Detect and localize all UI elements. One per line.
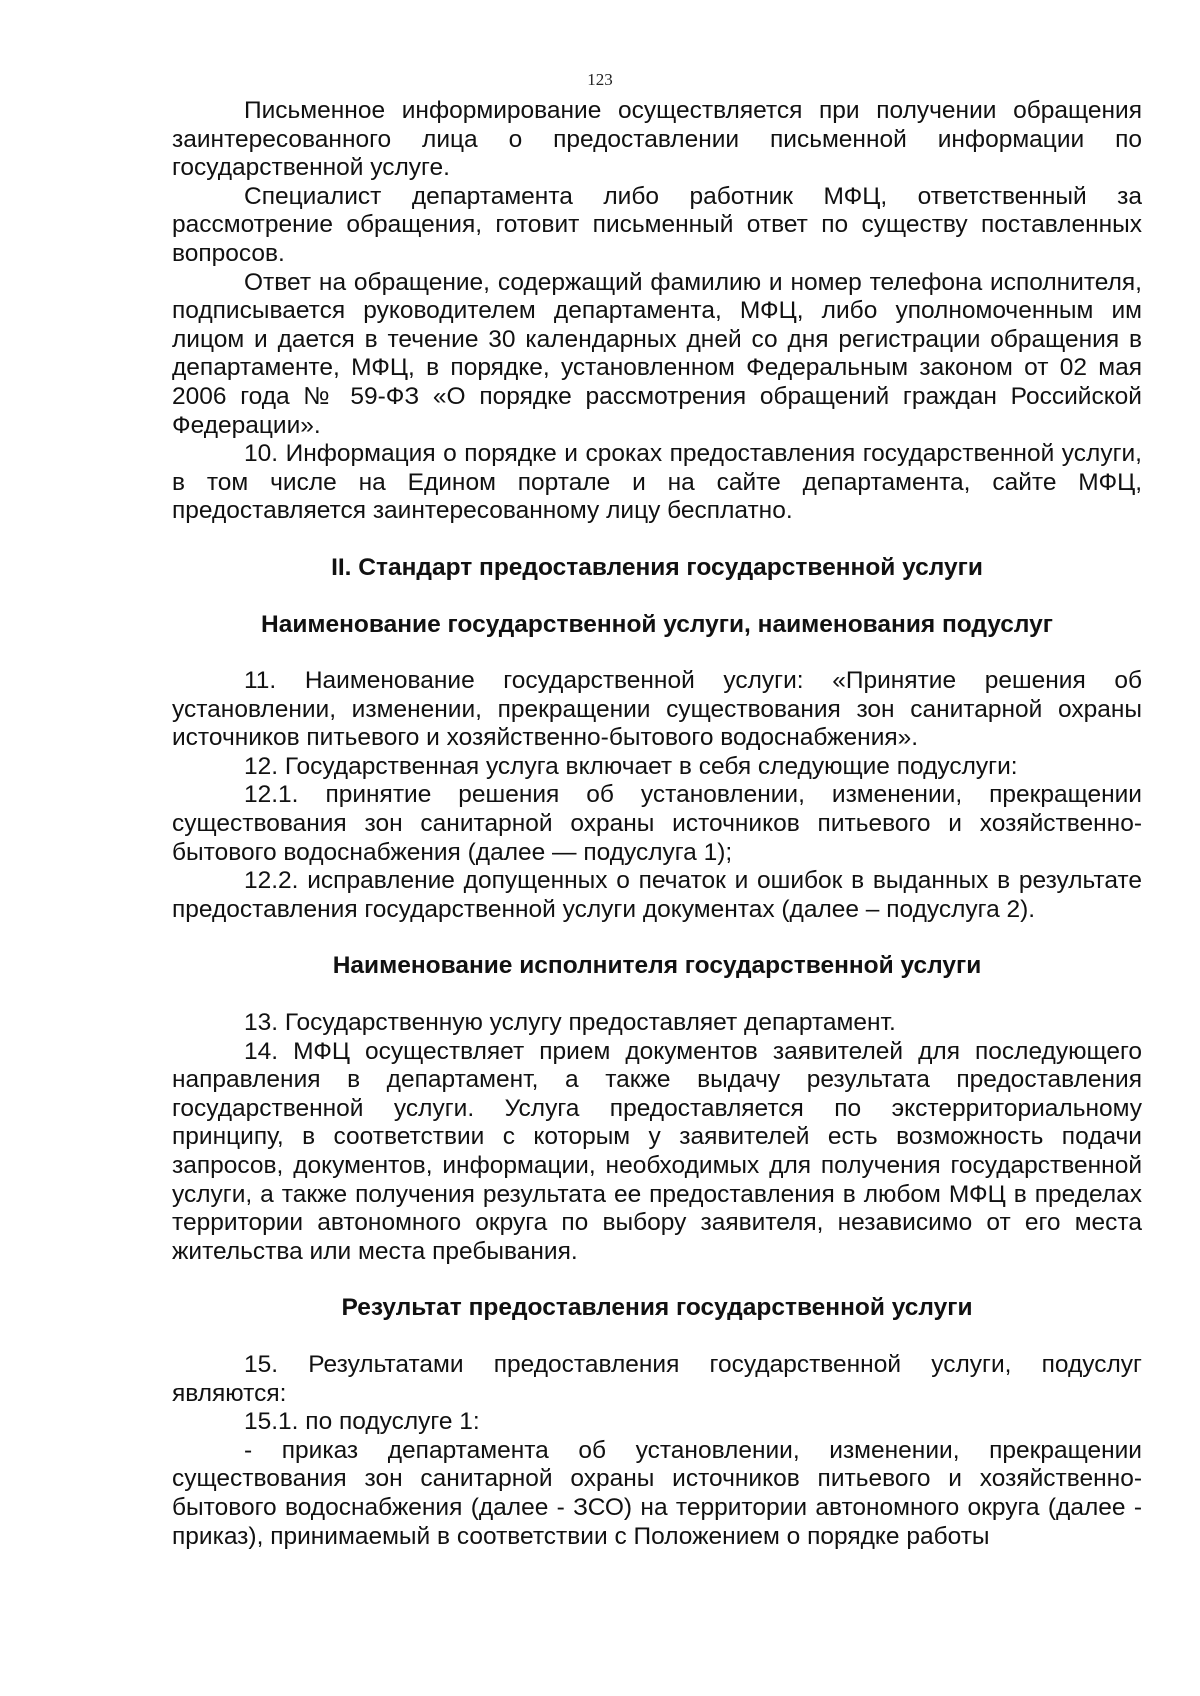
paragraph-order-item: - приказ департамента об установлении, изменении, прекращении существования зон санитарной охраны источников питьевого и хозяйственно-бытового водоснабжения (далее - ЗСО) на территории автономного округа (далее - приказ), принимаемый в соответствии с Положением о порядке работы (172, 1436, 1142, 1550)
paragraph-item-11: 11. Наименование государственной услуги: «Принятие решения об установлении, изменении, прекращении существования зон санитарной охраны источников питьевого и хозяйственно-бытового водоснабжения». (172, 667, 1142, 752)
paragraph-specialist-answer: Специалист департамента либо работник МФЦ, ответственный за рассмотрение обращения, готовит письменный ответ по существу поставленных вопросов. (172, 182, 1142, 267)
document-body (172, 97, 1142, 1551)
subheading-service-name: Наименование государственной услуги, наименования подуслуг (261, 610, 1053, 638)
paragraph-item-15-1: 15.1. по подуслуге 1: (244, 1408, 480, 1436)
paragraph-item-12-1: 12.1. принятие решения об установлении, изменении, прекращении существования зон санитарной охраны источников питьевого и хозяйственно-бытового водоснабжения (далее — подуслуга 1); (172, 781, 1142, 866)
subheading-result: Результат предоставления государственной услуги (341, 1294, 973, 1322)
paragraph-item-14: 14. МФЦ осуществляет прием документов заявителей для последующего направления в департамент, а также выдачу результата предоставления государственной услуги. Услуга предоставляется по экстерриториальному принципу, в соответствии с которым у заявителей есть возможность подачи запросов, документов, информации, необходимых для получения государственной услуги, а также получения результата ее предоставления в любом МФЦ в пределах территории автономного округа по выбору заявителя, независимо от его места жительства или места пребывания. (172, 1037, 1142, 1265)
page-number: 123 (587, 70, 613, 89)
paragraph-written-informing: Письменное информирование осуществляется при получении обращения заинтересованного лица о предоставлении письменной информации по государственной услуге. (172, 97, 1142, 182)
subheading-executor: Наименование исполнителя государственной услуги (332, 952, 982, 980)
paragraph-item-13: 13. Государственную услугу предоставляет департамент. (244, 1009, 896, 1037)
paragraph-item-12: 12. Государственная услуга включает в себя следующие подуслуги: (244, 752, 1018, 780)
paragraph-item-12-2: 12.2. исправление допущенных о печаток и ошибок в выданных в результате предоставления государственной услуги документах (далее – подуслуга 2). (172, 867, 1142, 923)
paragraph-answer-signing: Ответ на обращение, содержащий фамилию и номер телефона исполнителя, подписывается руководителем департамента, МФЦ, либо уполномоченным им лицом и дается в течение 30 календарных дней со дня регистрации обращения в департаменте, МФЦ, в порядке, установленном Федеральным законом от 02 мая 2006 года № 59-ФЗ «О порядке рассмотрения обращений граждан Российской Федерации». (172, 268, 1142, 439)
section-heading-standard: II. Стандарт предоставления государственной услуги (331, 553, 983, 581)
paragraph-item-10: 10. Информация о порядке и сроках предоставления государственной услуги, в том числе на Едином портале и на сайте департамента, сайте МФЦ, предоставляется заинтересованному лицу бесплатно. (172, 440, 1142, 525)
paragraph-item-15: 15. Результатами предоставления государственной услуги, подуслуг являются: (172, 1350, 1142, 1407)
